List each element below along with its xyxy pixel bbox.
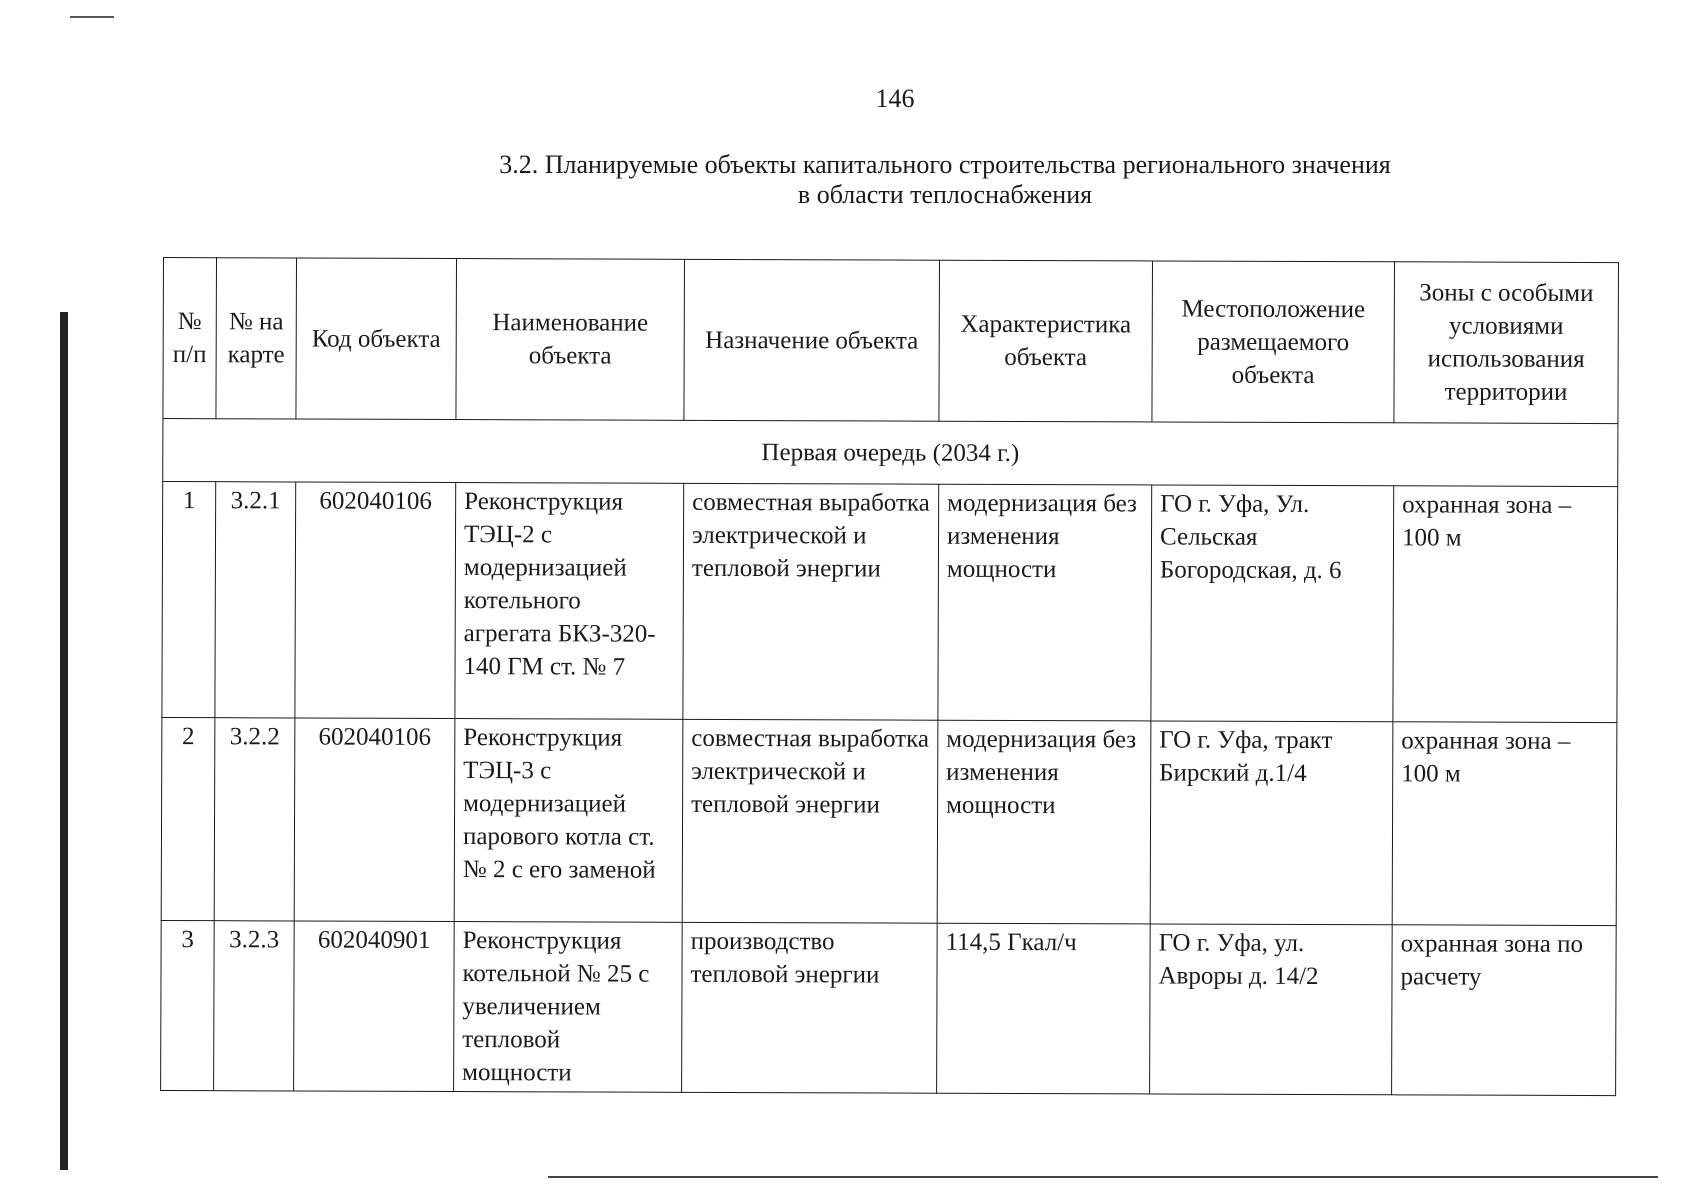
stage-label: Первая очередь (2034 г.) [163, 419, 1618, 487]
header-name: Наименование объекта [456, 259, 685, 421]
header-num: № п/п [163, 258, 217, 419]
row-map: 3.2.2 [214, 718, 295, 921]
row-code: 602040106 [295, 482, 456, 719]
section-title-line-2: в области теплоснабжения [797, 180, 1093, 209]
binding-edge [60, 312, 68, 1170]
header-location: Местоположение размещаемого объекта [1152, 261, 1395, 423]
header-zone: Зоны с особыми условиями использования территории [1394, 262, 1619, 424]
table-header-row [163, 258, 1619, 424]
scan-mark [70, 16, 114, 18]
header-characteristic: Характеристика объекта [939, 260, 1153, 422]
row-location: ГО г. Уфа, тракт Бирский д.1/4 [1150, 721, 1393, 925]
row-location: ГО г. Уфа, Ул. Сельская Богородская, д. 6 [1151, 485, 1394, 722]
row-zone: охранная зона – 100 м [1393, 486, 1618, 723]
row-characteristic: модернизация без изменения мощности [938, 484, 1152, 721]
section-title-line-1: 3.2. Планируемые объекты капитального строительства регионального значения [499, 150, 1391, 179]
row-code: 602040106 [294, 718, 455, 922]
row-num: 3 [161, 920, 215, 1090]
header-map: № на карте [216, 258, 297, 419]
row-code: 602040901 [294, 921, 455, 1092]
section-title [435, 150, 1455, 210]
page-number: 146 [875, 84, 915, 113]
row-num: 2 [161, 717, 215, 920]
row-purpose: совместная выработка электрической и тепловой энергии [683, 483, 939, 720]
row-purpose: производство тепловой энергии [682, 922, 938, 1093]
bottom-rule [548, 1176, 1658, 1178]
row-name: Реконструкция ТЭЦ-3 с модернизацией парового котла ст. № 2 с его заменой [454, 719, 683, 923]
row-characteristic: 114,5 Гкал/ч [937, 923, 1151, 1094]
table-row [161, 717, 1617, 925]
row-zone: охранная зона – 100 м [1392, 722, 1617, 926]
row-map: 3.2.1 [215, 482, 296, 718]
row-name: Реконструкция котельной № 25 с увеличением тепловой мощности [454, 922, 683, 1093]
table-row [161, 920, 1617, 1095]
row-purpose: совместная выработка электрической и тепловой энергии [682, 719, 938, 923]
row-zone: охранная зона по расчету [1392, 925, 1617, 1096]
row-map: 3.2.3 [214, 921, 295, 1091]
table-row [162, 482, 1618, 723]
row-num: 1 [162, 482, 216, 718]
header-code: Код объекта [296, 258, 457, 420]
stage-row [163, 419, 1618, 487]
row-location: ГО г. Уфа, ул. Авроры д. 14/2 [1150, 924, 1393, 1095]
planned-objects-table [160, 257, 1619, 1096]
row-name: Реконструкция ТЭЦ-2 с модернизацией котельного агрегата БКЗ-320-140 ГМ ст. № 7 [455, 483, 684, 720]
row-characteristic: модернизация без изменения мощности [937, 720, 1151, 924]
header-purpose: Назначение объекта [684, 259, 940, 421]
